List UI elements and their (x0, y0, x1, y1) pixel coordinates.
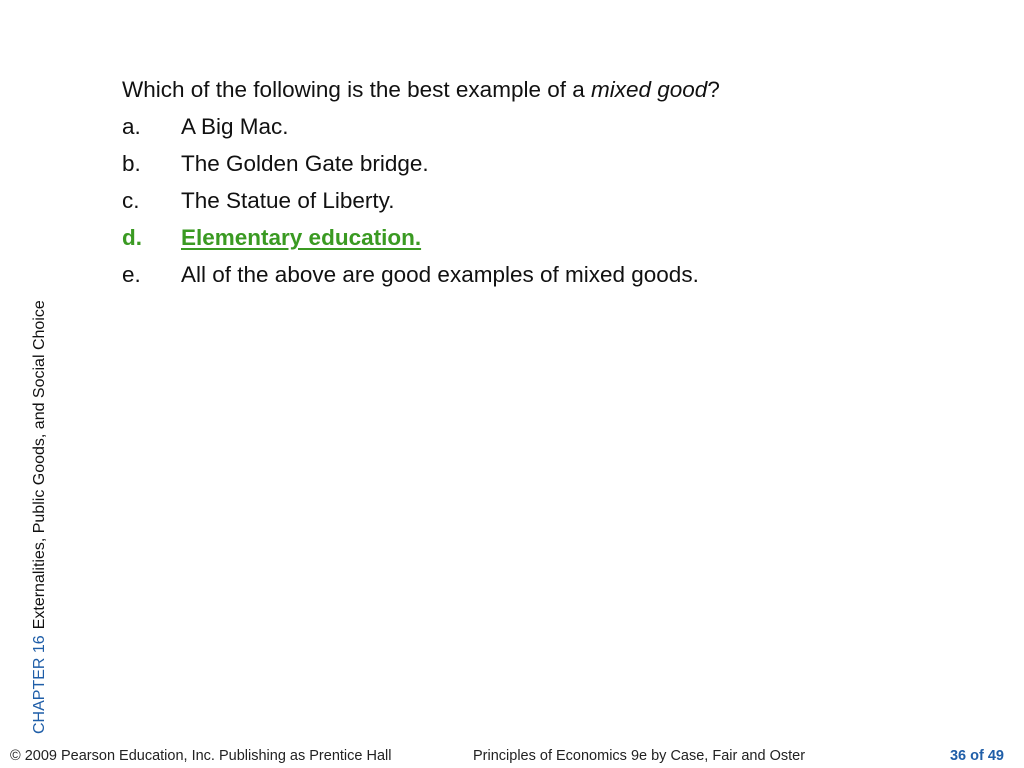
question-suffix: ? (707, 77, 720, 102)
option-letter: d. (122, 225, 142, 250)
page-current: 36 (949, 748, 967, 764)
page-of: of (970, 748, 984, 764)
chapter-title: Externalities, Public Goods, and Social Choice (31, 300, 48, 630)
page-total: 49 (987, 748, 1004, 764)
option-text: The Golden Gate bridge. (181, 151, 429, 176)
footer (0, 744, 1024, 768)
chapter-number: CHAPTER 16 (31, 635, 48, 734)
footer-copyright: © 2009 Pearson Education, Inc. Publishing as Prentice Hall (10, 748, 392, 764)
option-letter: e. (122, 262, 141, 287)
page-counter (950, 744, 1004, 768)
question-prefix: Which of the following is the best example of a (122, 77, 591, 102)
question-emphasis: mixed good (591, 77, 708, 102)
option-letter: b. (122, 151, 141, 176)
chapter-side-label (30, 300, 50, 734)
footer-book-title: Principles of Economics 9e by Case, Fair and Oster (473, 748, 806, 764)
option-letter: a. (122, 114, 141, 139)
option-text: A Big Mac. (181, 114, 289, 139)
question-text (122, 74, 720, 106)
option-text: All of the above are good examples of mixed goods. (181, 262, 699, 287)
option-text: Elementary education. (181, 225, 422, 250)
option-text: The Statue of Liberty. (181, 188, 395, 213)
option-letter: c. (122, 188, 140, 213)
